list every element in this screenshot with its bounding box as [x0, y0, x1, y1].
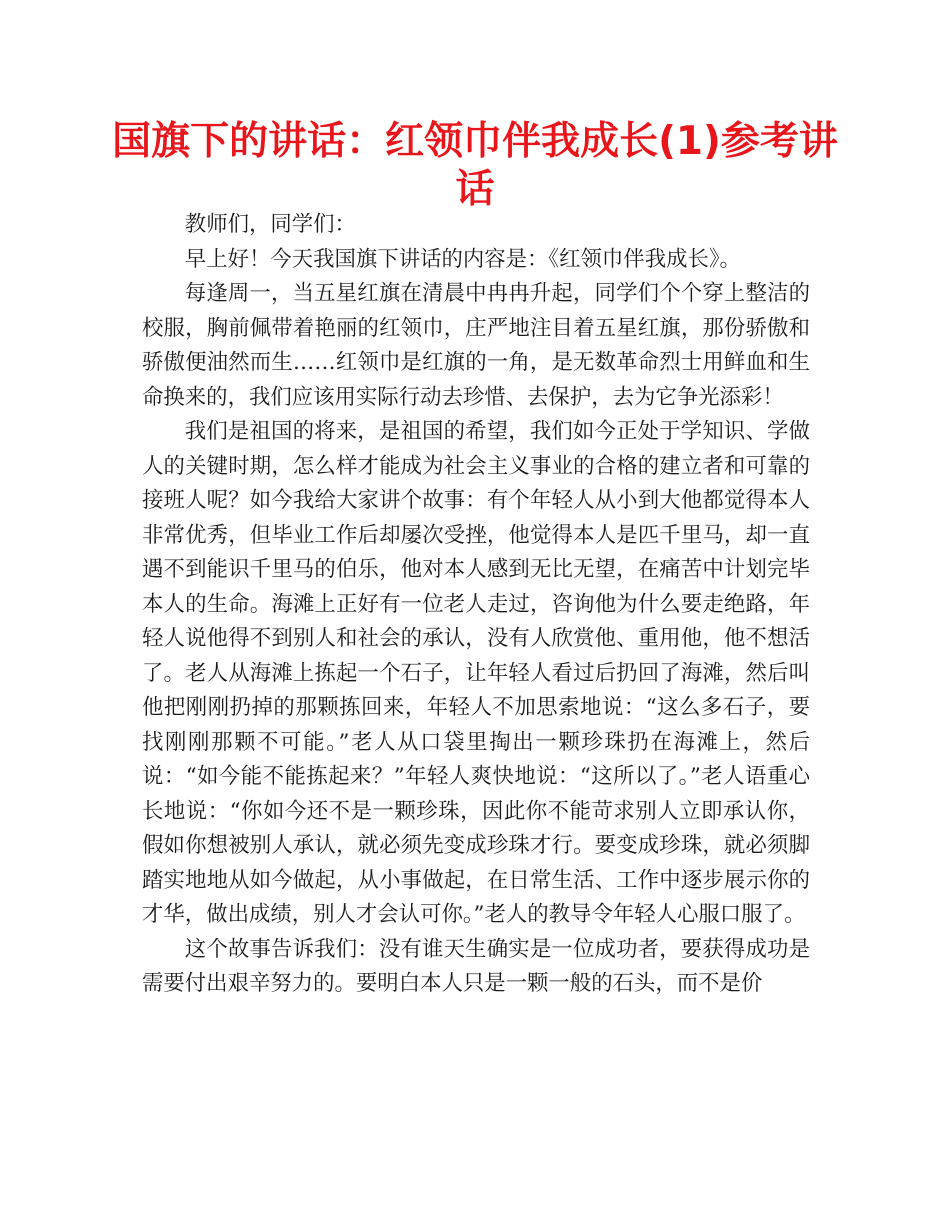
paragraph-opening: 早上好！今天我国旗下讲话的内容是：《红领巾伴我成长》。: [184, 246, 741, 272]
paragraph-story: 我们是祖国的将来，是祖国的希望，我们如今正处于学知识、学做人的关键时期，怎么样才能成为社会主义事业的合格的建立者和可靠的接班人呢？如今我给大家讲个故事：有个年轻人从小到大他都觉得本人非常优秀，但毕业工作后却屡次受挫，他觉得本人是匹千里马，却一直遇不到能识千里马的伯乐，他对本人感到无比无望，在痛苦中计划完毕本人的生命。海滩上正好有一位老人走过，咨询他为什么要走绝路，年轻人说他得不到别人和社会的承认，没有人欣赏他、重用他，他不想活了。老人从海滩上拣起一个石子，让年轻人看过后扔回了海滩，然后叫他把刚刚扔掉的那颗拣回来，年轻人不加思索地说：“这么多石子，要找刚刚那颗不可能。”老人从口袋里掏出一颗珍珠扔在海滩上，然后说：“如今能不能拣起来？”年轻人爽快地说：“这所以了。”老人语重心长地说：“你如今还不是一颗珍珠，因此你不能苛求别人立即承认你，假如你想被别人承认，就必须先变成珍珠才行。要变成珍珠，就必须脚踏实地地从如今做起，从小事做起，在日常生活、工作中逐步展示你的才华，做出成绩，别人才会认可你。”老人的教导令年轻人心服口服了。: [142, 419, 810, 927]
paragraph-lesson: 这个故事告诉我们：没有谁天生确实是一位成功者，要获得成功是需要付出艰辛努力的。要明白本人只是一颗一般的石头，而不是价: [142, 936, 810, 996]
paragraph-greeting: 教师们，同学们：: [184, 212, 356, 237]
paragraph-flag: 每逢周一，当五星红旗在清晨中冉冉升起，同学们个个穿上整洁的校服，胸前佩带着艳丽的红领巾，庄严地注目着五星红旗，那份骄傲和骄傲便油然而生……红领巾是红旗的一角，是无数革命烈士用鲜血和生命换来的，我们应该用实际行动去珍惜、去保护，去为它争光添彩！: [142, 281, 810, 410]
document-body: [142, 208, 810, 1002]
document-title: 国旗下的讲话：红领巾伴我成长(1)参考讲话: [112, 119, 838, 212]
